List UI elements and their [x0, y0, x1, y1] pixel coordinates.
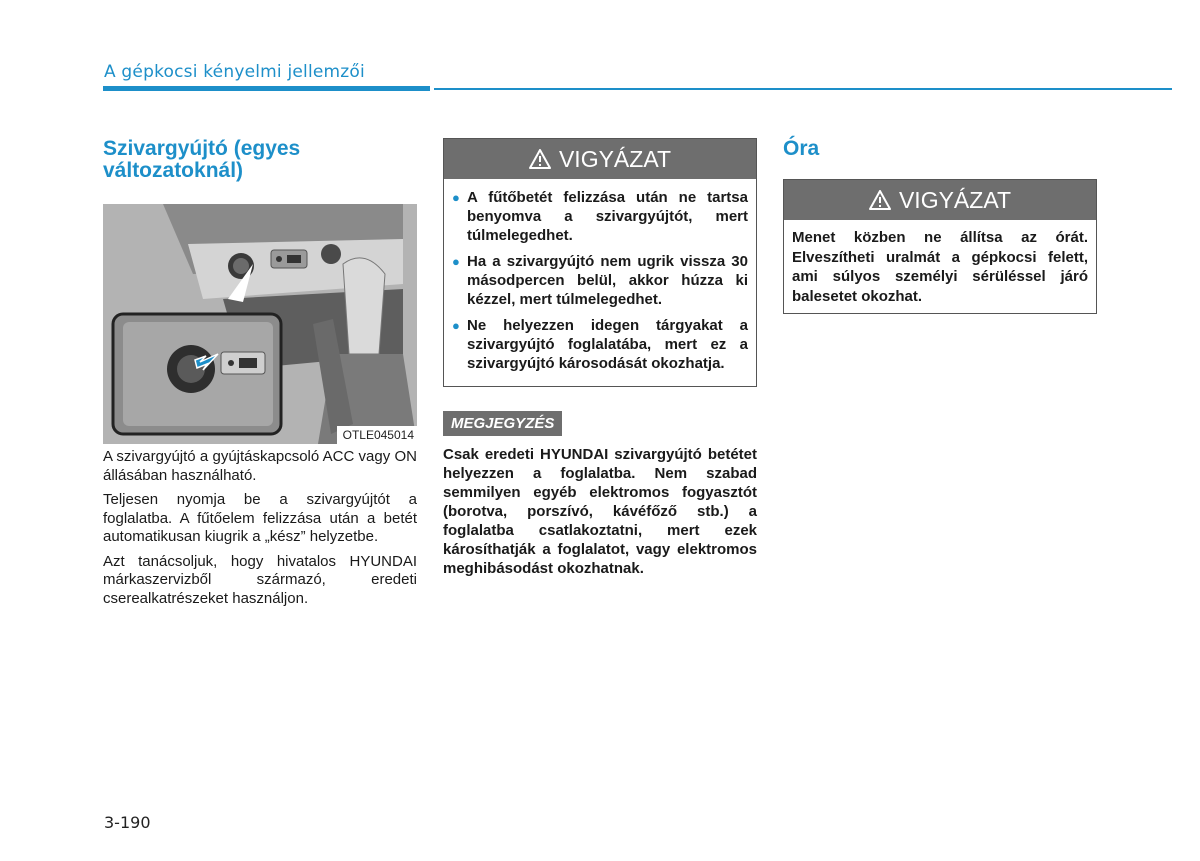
page-header-title: A gépkocsi kényelmi jellemzői	[104, 62, 365, 82]
cigarette-lighter-title: Szivargyújtó (egyes változatoknál)	[103, 137, 301, 182]
warning-list	[444, 179, 756, 386]
warning-item-text: Ha a szivargyújtó nem ugrik vissza 30 másodpercen belül, akkor húzza ki kézzel, mert túlmelegedhet.	[467, 253, 748, 308]
note-text: Csak eredeti HYUNDAI szivargyújtó betétet helyezzen a foglalatba. Nem szabad semmilyen egyéb elektromos fogyasztót (borotva, porszívó, kávéfőző stb.) a foglalatba csatlakoztatni, mert ezek károsíthatják a foglalatot, vagy elektromos meghibásodást okozhatnak.	[443, 446, 757, 577]
page-number: 3-190	[104, 813, 151, 832]
paragraph-usage: A szivargyújtó a gyújtáskapcsoló ACC vagy ON állásában használható.	[103, 448, 417, 484]
right-column	[783, 138, 1097, 314]
warning-item-text: Ne helyezzen idegen tárgyakat a szivargyújtó foglalatába, mert ez a szivargyújtó károsodását okozhatja.	[467, 317, 748, 372]
warning-box-lighter	[443, 138, 757, 387]
bullet-dot-icon: ●	[452, 254, 460, 269]
warning-header	[784, 180, 1096, 220]
warning-title: VIGYÁZAT	[558, 146, 672, 172]
note-label: MEGJEGYZÉS	[443, 411, 562, 436]
warning-triangle-icon	[529, 149, 551, 169]
paragraph-press: Teljesen nyomja be a szivargyújtót a foglalatba. A fűtőelem felizzása után a betét automatikusan kiugrik a „kész” helyzetbe.	[103, 491, 417, 545]
bullet-dot-icon: ●	[452, 190, 460, 205]
left-column	[103, 138, 417, 614]
warning-title: VIGYÁZAT	[898, 187, 1012, 213]
warning-item-text: A fűtőbetét felizzása után ne tartsa benyomva a szivargyújtót, mert túlmelegedhet.	[467, 189, 748, 244]
cigarette-lighter-figure	[103, 204, 417, 444]
header-rule-thick	[103, 86, 430, 91]
clock-title: Óra	[783, 137, 820, 160]
figure-code: OTLE045014	[337, 426, 417, 444]
warning-header	[444, 139, 756, 179]
middle-column	[443, 138, 757, 578]
warning-box-clock	[783, 179, 1097, 314]
bullet-dot-icon: ●	[452, 318, 460, 333]
warning-item	[452, 316, 748, 373]
warning-triangle-icon	[869, 190, 891, 210]
clock-warning-text: Menet közben ne állítsa az órát. Elveszítheti uralmát a gépkocsi felett, ami súlyos személyi sérüléssel járó balesetet okozhat.	[792, 229, 1088, 305]
header-rule-thin	[434, 88, 1172, 90]
console-illustration	[103, 204, 417, 444]
warning-item	[452, 252, 748, 309]
warning-item	[452, 188, 748, 245]
paragraph-advice: Azt tanácsoljuk, hogy hivatalos HYUNDAI márkaszervizből származó, eredeti cserealkatrészeket használjon.	[103, 552, 417, 607]
